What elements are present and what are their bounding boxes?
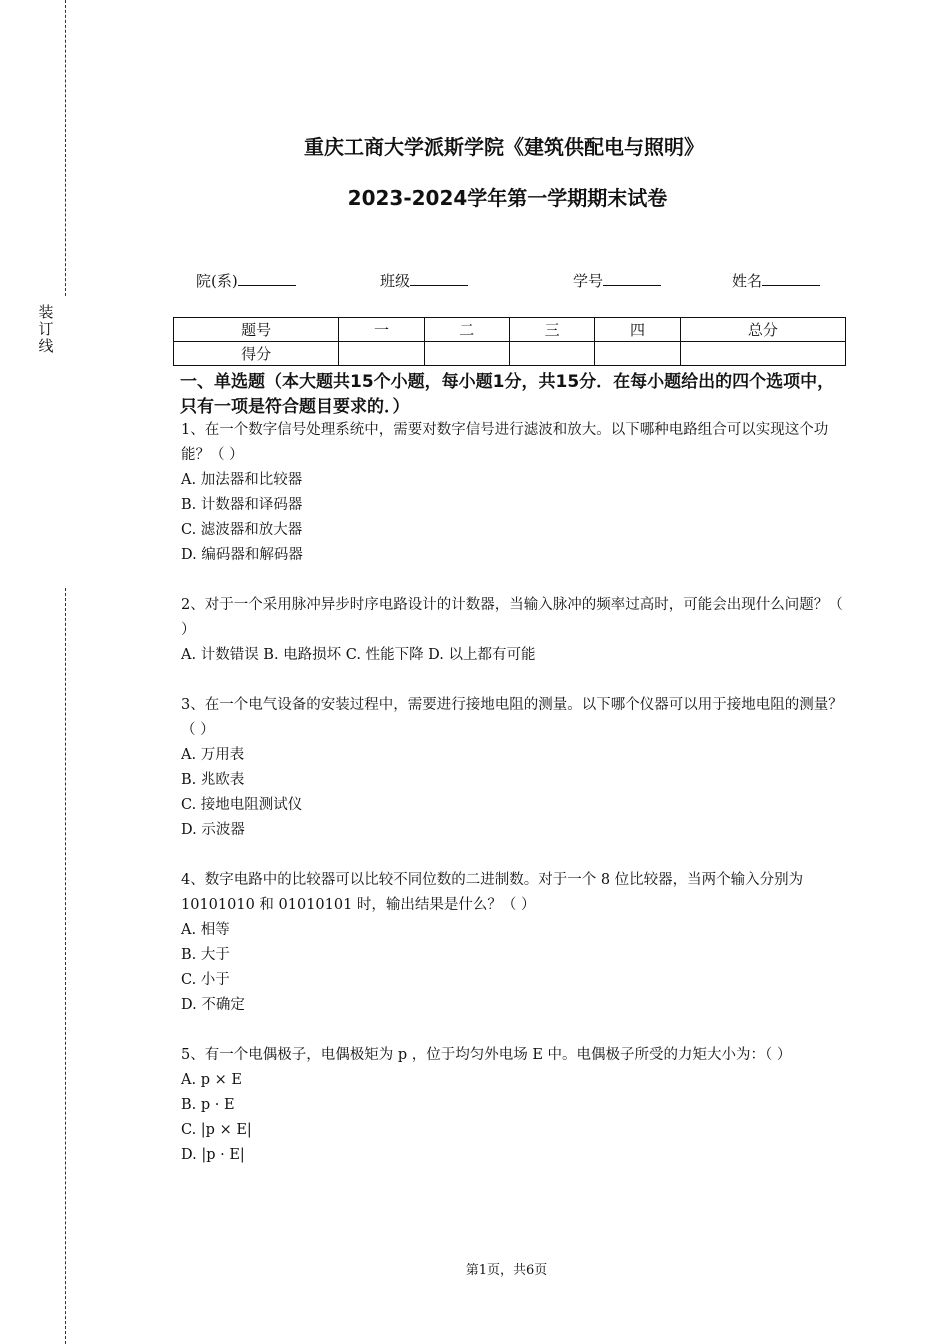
score-cell xyxy=(424,342,509,366)
option: A. 加法器和比较器 xyxy=(181,472,303,488)
score-header-cell: 一 xyxy=(339,318,424,342)
option: C. 小于 xyxy=(181,972,230,988)
score-header-cell: 四 xyxy=(595,318,680,342)
option: D. 示波器 xyxy=(181,822,245,838)
class-field xyxy=(380,270,468,291)
college-blank xyxy=(238,271,296,286)
page-number: 第1页，共6页 xyxy=(465,1263,548,1278)
college-field xyxy=(196,270,296,291)
option: B. 大于 xyxy=(181,947,230,963)
score-header-cell: 三 xyxy=(509,318,594,342)
question-stem: 3、在一个电气设备的安装过程中，需要进行接地电阻的测量。以下哪个仪器可以用于接地电阻的测量？（ ） xyxy=(181,697,843,738)
college-label: 院(系) xyxy=(196,272,238,290)
question-3 xyxy=(181,693,846,843)
student-id-field xyxy=(573,270,661,291)
score-table-score-row xyxy=(174,342,846,366)
question-list xyxy=(181,418,846,1168)
score-row-label: 得分 xyxy=(174,342,339,366)
score-cell xyxy=(680,342,845,366)
class-blank xyxy=(410,271,468,286)
option: A. 计数错误 B. 电路损坏 C. 性能下降 D. 以上都有可能 xyxy=(181,647,536,663)
question-5 xyxy=(181,1043,846,1168)
name-label: 姓名 xyxy=(732,272,763,290)
score-cell xyxy=(339,342,424,366)
question-1 xyxy=(181,418,846,568)
option: C. |p × E| xyxy=(181,1122,252,1138)
option: D. 不确定 xyxy=(181,997,245,1013)
binding-dashed-line-bottom xyxy=(65,588,66,1344)
score-table-header-row xyxy=(174,318,846,342)
name-field xyxy=(732,270,820,291)
option: A. 相等 xyxy=(181,922,230,938)
student-id-label: 学号 xyxy=(573,272,604,290)
option: D. 编码器和解码器 xyxy=(181,547,303,563)
score-header-cell: 总分 xyxy=(680,318,845,342)
exam-title-line2: 2023-2024学年第一学期期末试卷 xyxy=(347,186,668,210)
question-stem: 1、在一个数字信号处理系统中，需要对数字信号进行滤波和放大。以下哪种电路组合可以实现这个功能？（ ） xyxy=(181,422,829,463)
question-stem: 5、有一个电偶极子，电偶极矩为 p ，位于均匀外电场 E 中。电偶极子所受的力矩大小为：（ ） xyxy=(181,1047,792,1063)
score-cell xyxy=(509,342,594,366)
section1-heading: 一、单选题（本大题共15个小题，每小题1分，共15分．在每小题给出的四个选项中，只有一项是符合题目要求的．） xyxy=(180,372,835,417)
exam-title-line1: 重庆工商大学派斯学院《建筑供配电与照明》 xyxy=(304,135,704,159)
question-stem: 4、数字电路中的比较器可以比较不同位数的二进制数。对于一个 8 位比较器，当两个输入分别为 10101010 和 01010101 时，输出结果是什么？（ ） xyxy=(181,872,804,913)
option: B. p · E xyxy=(181,1097,235,1113)
question-2 xyxy=(181,593,846,668)
option: A. 万用表 xyxy=(181,747,245,763)
score-header-cell: 二 xyxy=(424,318,509,342)
binding-label: 装订线 xyxy=(38,303,54,355)
option: B. 兆欧表 xyxy=(181,772,245,788)
class-label: 班级 xyxy=(380,272,411,290)
option: D. |p · E| xyxy=(181,1147,245,1163)
option: C. 接地电阻测试仪 xyxy=(181,797,303,813)
question-4 xyxy=(181,868,846,1018)
option: A. p × E xyxy=(181,1072,242,1088)
student-id-blank xyxy=(603,271,661,286)
question-stem: 2、对于一个采用脉冲异步时序电路设计的计数器，当输入脉冲的频率过高时，可能会出现什么问题？（ ） xyxy=(181,597,843,638)
option: C. 滤波器和放大器 xyxy=(181,522,303,538)
score-cell xyxy=(595,342,680,366)
score-header-cell: 题号 xyxy=(174,318,339,342)
option: B. 计数器和译码器 xyxy=(181,497,303,513)
score-table xyxy=(173,317,846,366)
name-blank xyxy=(762,271,820,286)
